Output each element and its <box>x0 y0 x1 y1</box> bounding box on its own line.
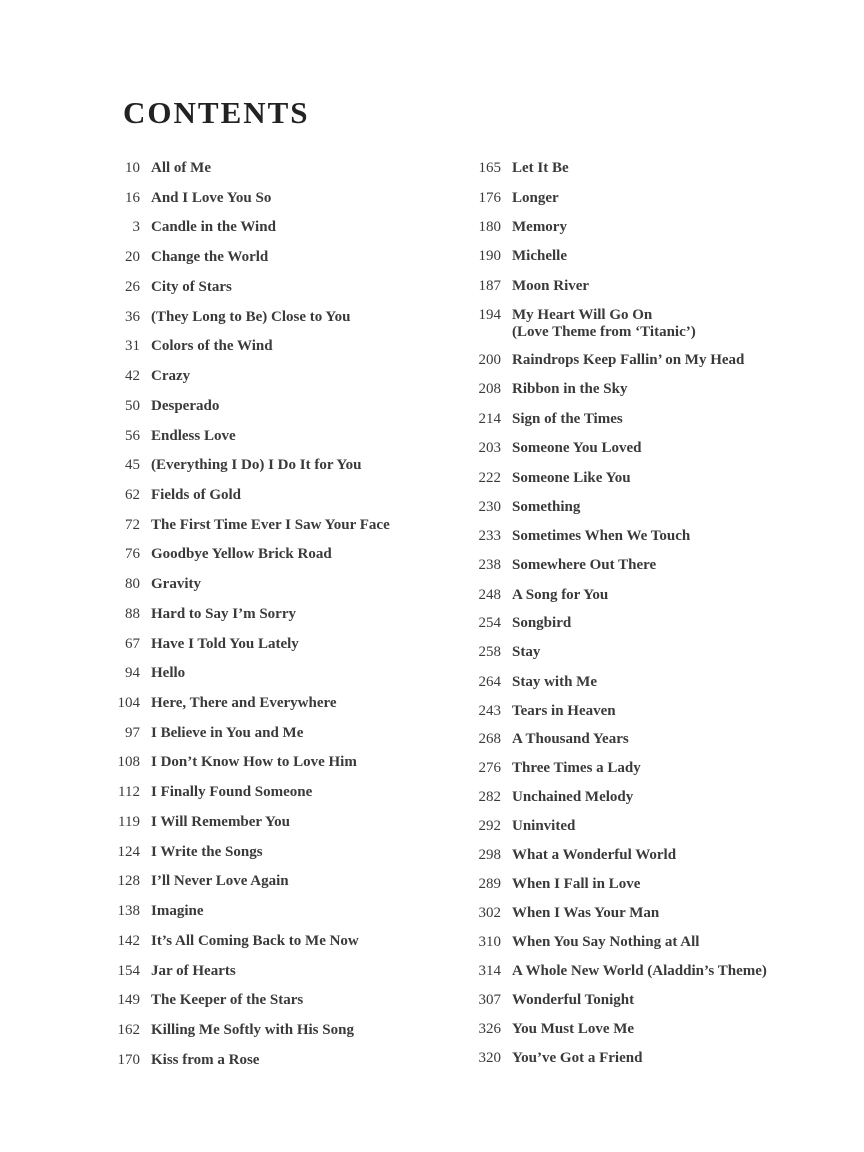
song-title <box>501 160 569 177</box>
song-title <box>501 703 616 720</box>
song-title-text: Someone Like You <box>512 470 631 486</box>
song-title <box>501 731 629 748</box>
song-title <box>501 876 640 893</box>
song-title-text: City of Stars <box>151 279 232 295</box>
contents-entry <box>0 248 567 265</box>
contents-entry <box>0 674 597 691</box>
song-title-text: You Must Love Me <box>512 1021 635 1037</box>
song-title-text: Goodbye Yellow Brick Road <box>151 546 332 562</box>
song-title-text: It’s All Coming Back to Me Now <box>151 933 359 949</box>
page-number: 248 <box>478 587 501 603</box>
song-title <box>501 992 634 1009</box>
page-number: 190 <box>478 248 501 264</box>
song-title-text: Stay <box>512 644 541 660</box>
page-number: 326 <box>478 1021 501 1037</box>
page-number: 282 <box>478 789 501 805</box>
song-title <box>501 587 608 604</box>
song-title-text: Stay with Me <box>512 674 597 690</box>
song-title <box>501 847 676 864</box>
page-number: 162 <box>117 1022 140 1038</box>
page-number: 243 <box>478 703 501 719</box>
song-title <box>501 352 744 369</box>
contents-entry <box>0 307 696 341</box>
page-title: CONTENTS <box>123 95 310 130</box>
song-title <box>501 470 631 487</box>
song-title <box>501 219 567 236</box>
page-number: 10 <box>125 160 140 176</box>
song-title-text: (They Long to Be) Close to You <box>151 309 351 325</box>
page-number: 320 <box>478 1050 501 1066</box>
song-title <box>501 411 623 428</box>
song-title-text: Sign of the Times <box>512 411 623 427</box>
page-number: 314 <box>478 963 501 979</box>
song-title-text: When You Say Nothing at All <box>512 934 700 950</box>
song-title <box>501 528 690 545</box>
song-title-text: Unchained Melody <box>512 789 634 805</box>
contents-entry <box>0 876 640 893</box>
page-number: 45 <box>125 457 140 473</box>
contents-entry <box>0 440 641 457</box>
song-title-text: The First Time Ever I Saw Your Face <box>151 517 390 533</box>
page-number: 142 <box>117 933 140 949</box>
song-title-text: Colors of the Wind <box>151 338 273 354</box>
song-title <box>501 789 633 806</box>
song-title-text: Michelle <box>512 248 567 264</box>
song-title-text: Have I Told You Lately <box>151 636 299 652</box>
song-title-text: Jar of Hearts <box>151 963 236 979</box>
page-number: 194 <box>478 307 501 323</box>
page-number: 88 <box>125 606 140 622</box>
song-title-text: Tears in Heaven <box>512 703 616 719</box>
page-number: 3 <box>132 219 140 235</box>
song-title-text: I Believe in You and Me <box>151 725 304 741</box>
contents-entry <box>0 352 744 369</box>
song-title <box>501 278 589 295</box>
page-number: 149 <box>117 992 140 1008</box>
page-number: 104 <box>117 695 140 711</box>
song-title-text: I Will Remember You <box>151 814 291 830</box>
song-title <box>501 499 580 516</box>
song-title <box>501 760 641 777</box>
page-number: 50 <box>125 398 140 414</box>
song-title-text: Let It Be <box>512 160 569 176</box>
song-title-text: Hard to Say I’m Sorry <box>151 606 296 622</box>
page-number: 112 <box>118 784 140 800</box>
page-number: 238 <box>478 557 501 573</box>
song-title-text: Moon River <box>512 278 590 294</box>
song-title <box>501 963 767 980</box>
song-title-text: Wonderful Tonight <box>512 992 635 1008</box>
contents-entry <box>0 587 608 604</box>
song-title-text: I Write the Songs <box>151 844 263 860</box>
song-title-text: I Don’t Know How to Love Him <box>151 754 357 770</box>
contents-entry <box>0 219 567 236</box>
page-number: 264 <box>478 674 501 690</box>
contents-entry <box>0 703 616 720</box>
page-number: 258 <box>478 644 501 660</box>
song-title-text: Candle in the Wind <box>151 219 276 235</box>
contents-entry <box>0 905 659 922</box>
song-title <box>501 248 567 265</box>
song-title <box>501 1050 642 1067</box>
song-title <box>501 190 559 207</box>
song-title <box>501 644 540 661</box>
song-title <box>501 381 627 398</box>
page-number: 76 <box>125 546 140 562</box>
song-title-text: Gravity <box>151 576 201 592</box>
contents-entry <box>0 992 634 1009</box>
song-title-text: When I Fall in Love <box>512 876 641 892</box>
page-number: 80 <box>125 576 140 592</box>
contents-entry <box>0 528 690 545</box>
song-title-text: Longer <box>512 190 559 206</box>
song-title-text: Crazy <box>151 368 191 384</box>
page-number: 170 <box>117 1052 140 1068</box>
page-number: 20 <box>125 249 140 265</box>
page-number: 254 <box>478 615 501 631</box>
page-number: 208 <box>478 381 501 397</box>
song-subtitle-text: (Love Theme from ‘Titanic’) <box>512 324 696 340</box>
song-title-text: I’ll Never Love Again <box>151 873 289 889</box>
song-title-text: Three Times a Lady <box>512 760 641 776</box>
song-title-text: Sometimes When We Touch <box>512 528 691 544</box>
song-title-text: Endless Love <box>151 428 236 444</box>
song-title-text: When I Was Your Man <box>512 905 660 921</box>
page-number: 16 <box>125 190 140 206</box>
song-title-text: What a Wonderful World <box>512 847 677 863</box>
song-title-text: A Song for You <box>512 587 609 603</box>
song-title <box>501 934 699 951</box>
song-title <box>501 1021 634 1038</box>
page-number: 222 <box>478 470 501 486</box>
song-title <box>501 905 659 922</box>
contents-entry <box>0 760 641 777</box>
contents-entry <box>0 557 656 574</box>
contents-entry <box>0 1021 634 1038</box>
contents-entry <box>0 411 623 428</box>
song-title <box>501 818 575 835</box>
page-number: 97 <box>125 725 140 741</box>
song-title <box>501 615 571 632</box>
page-number: 138 <box>117 903 140 919</box>
song-title-text: You’ve Got a Friend <box>512 1050 643 1066</box>
song-title-text: I Finally Found Someone <box>151 784 313 800</box>
contents-entry <box>0 1050 642 1067</box>
page-number: 180 <box>478 219 501 235</box>
contents-entry <box>0 644 540 661</box>
song-title-text: Desperado <box>151 398 220 414</box>
song-title-text: Songbird <box>512 615 572 631</box>
contents-entry <box>0 190 559 207</box>
page-number: 26 <box>125 279 140 295</box>
page-number: 307 <box>478 992 501 1008</box>
contents-entry <box>0 847 676 864</box>
song-title-text: Uninvited <box>512 818 576 834</box>
contents-entry <box>0 499 580 516</box>
song-title-text: Fields of Gold <box>151 487 242 503</box>
song-title <box>501 440 641 457</box>
song-title <box>501 557 656 574</box>
page-number: 165 <box>478 160 501 176</box>
song-title-text: All of Me <box>151 160 211 176</box>
page-number: 124 <box>117 844 140 860</box>
song-title-text: Somewhere Out There <box>512 557 657 573</box>
page-number: 56 <box>125 428 140 444</box>
page-number: 298 <box>478 847 501 863</box>
song-title-text: My Heart Will Go On <box>512 307 653 323</box>
song-title-text: A Whole New World (Aladdin’s Theme) <box>512 963 767 979</box>
page-number: 94 <box>125 665 140 681</box>
contents-entry <box>0 963 767 980</box>
contents-entry <box>0 470 631 487</box>
song-title-text: The Keeper of the Stars <box>151 992 304 1008</box>
song-title-text: Change the World <box>151 249 269 265</box>
page-number: 200 <box>478 352 501 368</box>
page-number: 230 <box>478 499 501 515</box>
song-title <box>501 307 696 341</box>
page-number: 214 <box>478 411 501 427</box>
song-title-text: Ribbon in the Sky <box>512 381 628 397</box>
song-title-text: A Thousand Years <box>512 731 629 747</box>
song-title <box>501 674 597 691</box>
song-title-text: Imagine <box>151 903 204 919</box>
page-number: 310 <box>478 934 501 950</box>
contents-entry <box>0 160 569 177</box>
contents-entry <box>0 615 571 632</box>
song-title-text: Memory <box>512 219 567 235</box>
page-number: 108 <box>117 754 140 770</box>
page-number: 276 <box>478 760 501 776</box>
page-number: 67 <box>125 636 140 652</box>
page-number: 268 <box>478 731 501 747</box>
song-title-text: Killing Me Softly with His Song <box>151 1022 354 1038</box>
page-number: 187 <box>478 278 501 294</box>
song-title-text: Here, There and Everywhere <box>151 695 337 711</box>
song-title-text: Someone You Loved <box>512 440 642 456</box>
page-number: 36 <box>125 309 140 325</box>
song-title-text: And I Love You So <box>151 190 272 206</box>
page-number: 176 <box>478 190 501 206</box>
page-number: 62 <box>125 487 140 503</box>
page-number: 119 <box>118 814 140 830</box>
song-title-text: Raindrops Keep Fallin’ on My Head <box>512 352 745 368</box>
song-title-text: Kiss from a Rose <box>151 1052 260 1068</box>
contents-entry <box>0 818 575 835</box>
song-title-text: Something <box>512 499 581 515</box>
page-number: 302 <box>478 905 501 921</box>
song-title-text: (Everything I Do) I Do It for You <box>151 457 362 473</box>
page-number: 292 <box>478 818 501 834</box>
page-number: 128 <box>117 873 140 889</box>
page-number: 42 <box>125 368 140 384</box>
page-number: 289 <box>478 876 501 892</box>
contents-entry <box>0 381 627 398</box>
page-number: 154 <box>117 963 140 979</box>
page-number: 203 <box>478 440 501 456</box>
page-number: 72 <box>125 517 140 533</box>
page-number: 233 <box>478 528 501 544</box>
contents-entry <box>0 731 629 748</box>
contents-entry <box>0 789 633 806</box>
contents-entry <box>0 278 589 295</box>
page-number: 31 <box>125 338 140 354</box>
song-title-text: Hello <box>151 665 186 681</box>
contents-entry <box>0 934 699 951</box>
